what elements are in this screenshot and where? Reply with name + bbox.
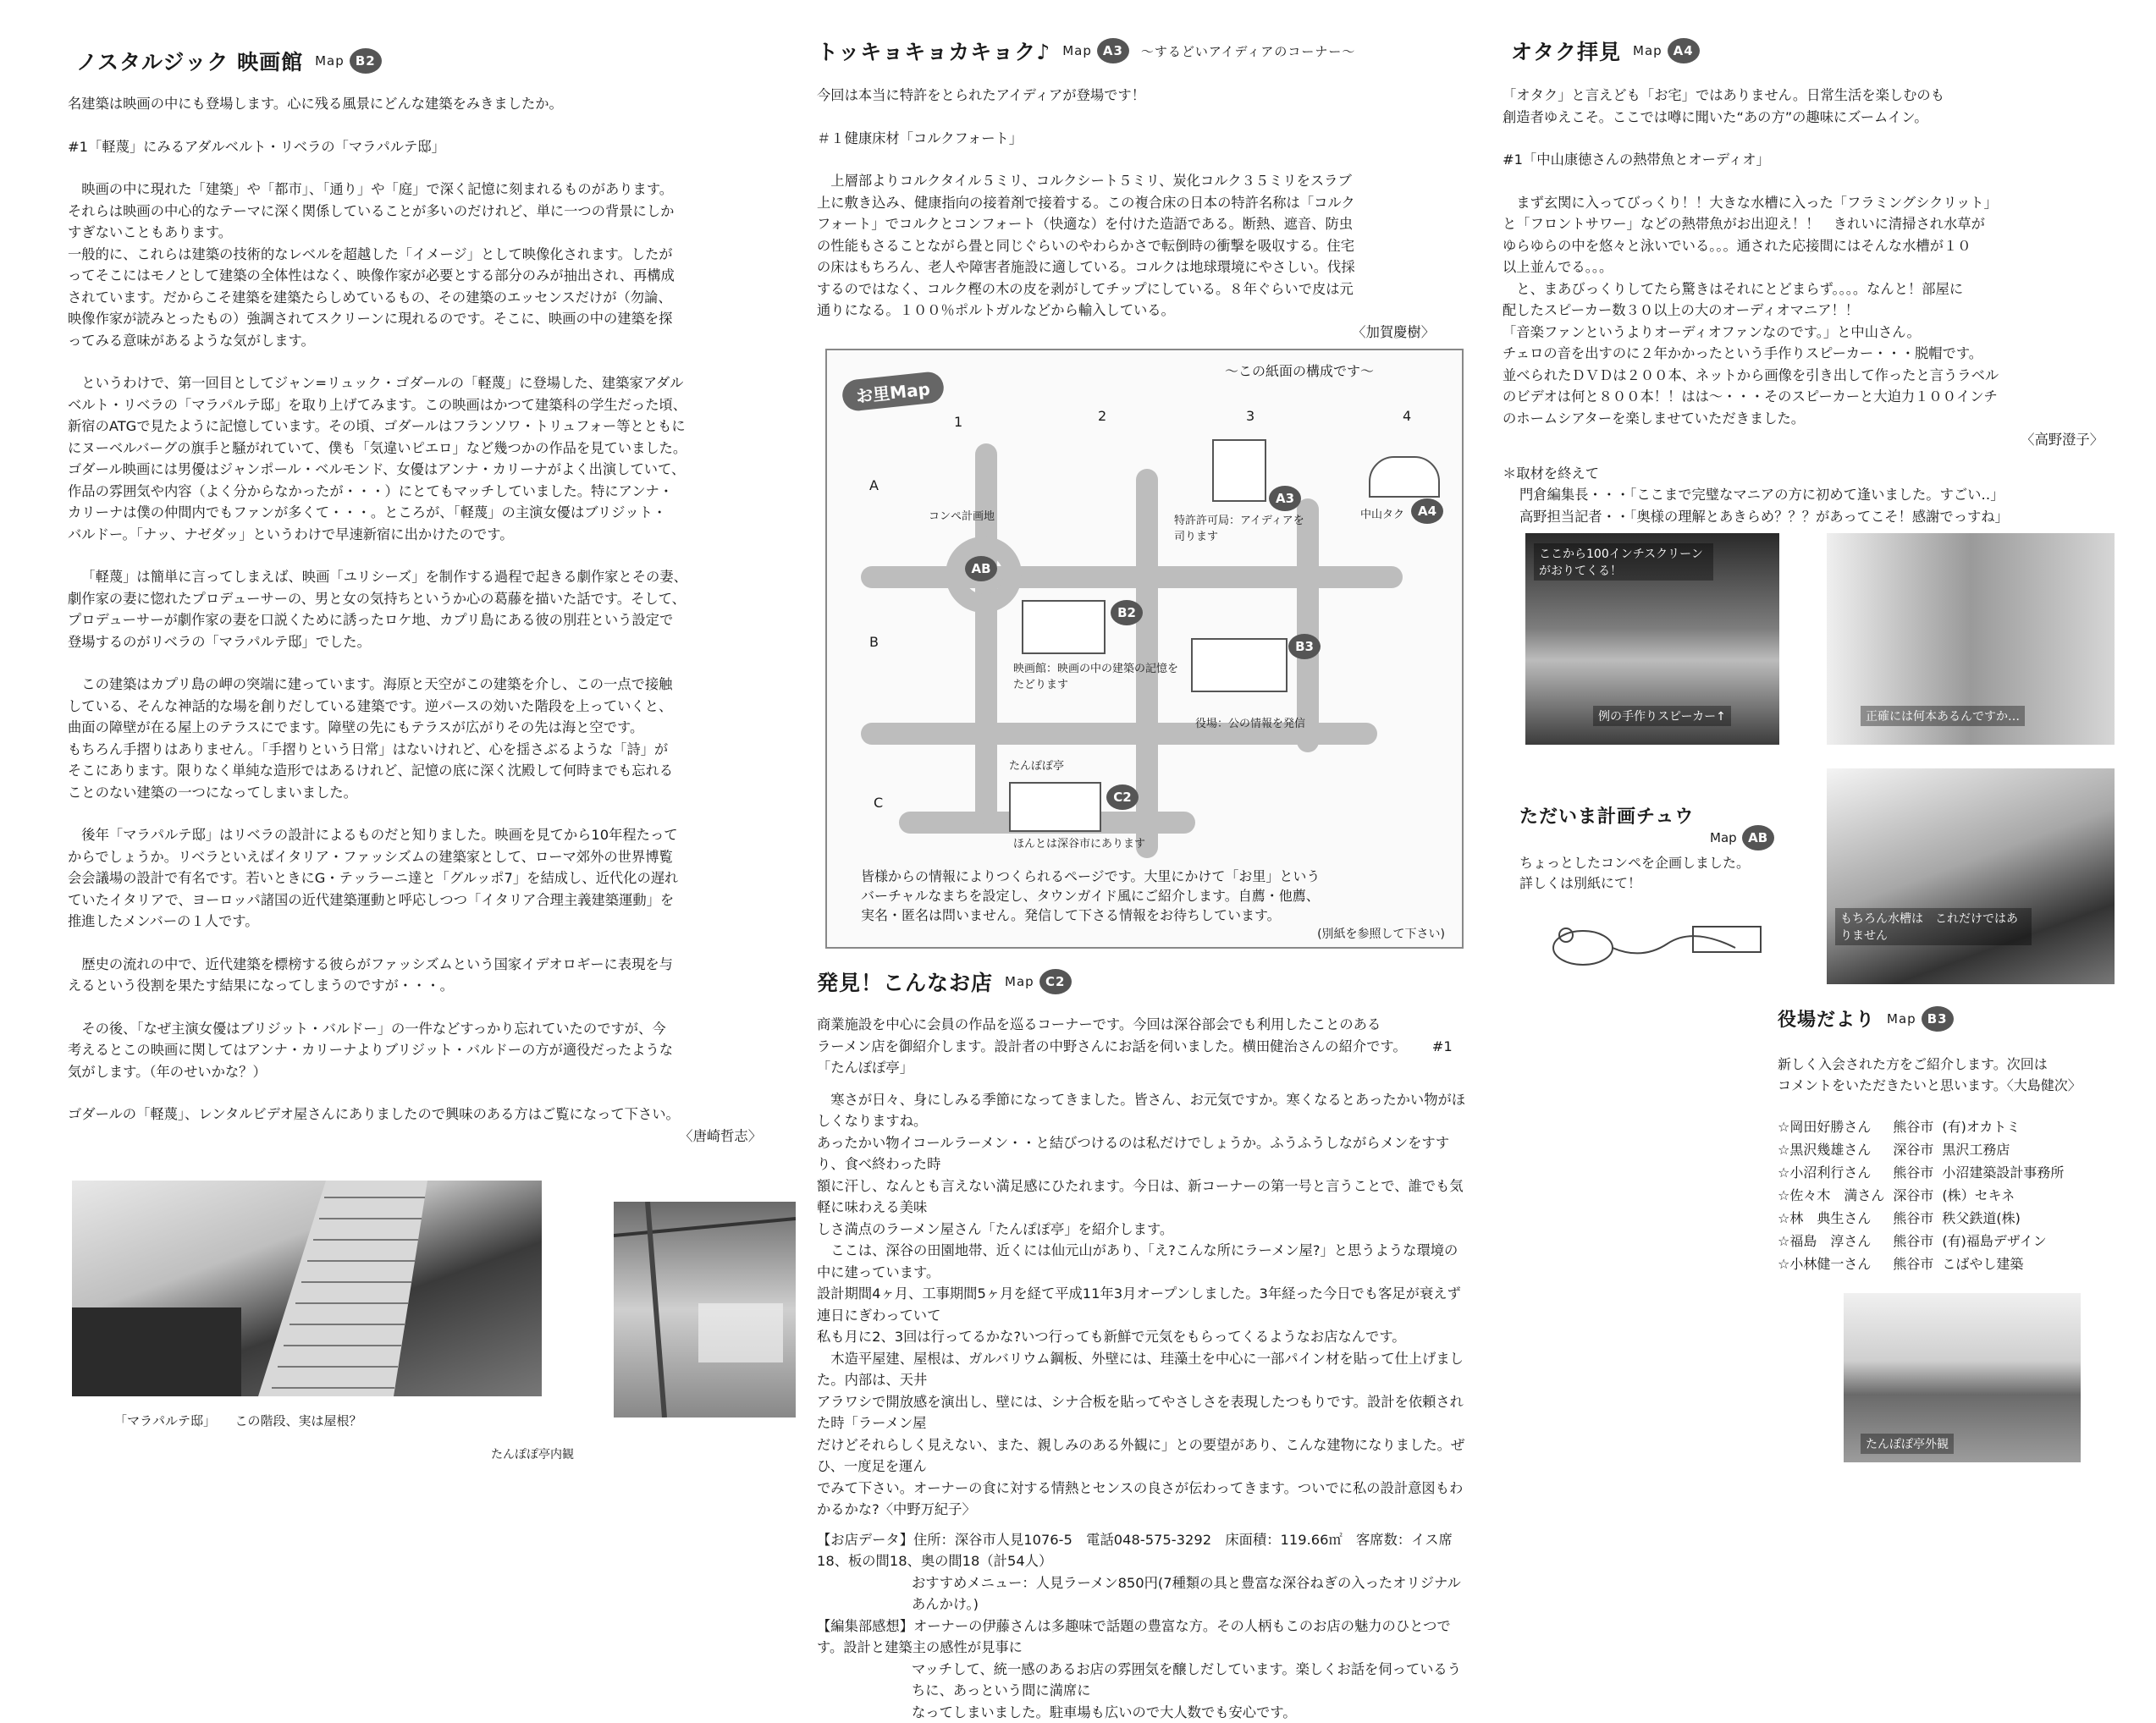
- map-badge: A4: [1668, 38, 1700, 63]
- article-subtitle: ＃１健康床材「コルクフォート」: [817, 129, 1023, 146]
- yakuba-intro: 新しく入会された方をご紹介します。次回は コメントをいただきたいと思います。〈大島健次〉: [1778, 1056, 2082, 1093]
- list-item: ☆林 典生さん 熊谷市 秩父鉄道(株): [1778, 1210, 2021, 1226]
- paragraph: この建築はカプリ島の岬の突端に建っています。海原と天空がこの建築を介し、この一点で接触 している、そんな神話的な場を創りだしている建築です。逆パースの効いた階段を上っていくと、 曲面の障壁が在る屋上のテラスにでます。障壁の先にもテラスが広がりその先は海と空です。 もちろん手摺りはありません。「手摺りという日常」はないけれど、心を揺さぶるような「詩」が そこにあります。限りなく単純な造形ではあるけれど、記憶の底に深く沈殿して何時までも忘れる ことのない建築の一つになってしまいました。: [68, 676, 674, 801]
- section-title: [817, 36, 1469, 66]
- shop-title: 発見！こんなお店: [817, 971, 994, 995]
- otaku-house-building: [1369, 456, 1440, 498]
- map-badge: A3: [1097, 38, 1129, 63]
- map-badge-a4: A4: [1411, 498, 1443, 524]
- intro-text: 名建築は映画の中にも登場します。心に残る風景にどんな建築をみきましたか。: [68, 96, 563, 112]
- intro-text: 今回は本当に特許をとられたアイディアが登場です！: [817, 87, 1145, 103]
- section-title: [1778, 1005, 1954, 1032]
- map-badge-b2: B2: [1111, 600, 1143, 625]
- author: 〈加賀慶樹〉: [1352, 323, 1435, 340]
- map-heading: 〜この紙面の構成です〜: [1225, 363, 1375, 379]
- yakuba-title: 役場だより: [1778, 1010, 1876, 1031]
- section-title: [1519, 802, 1694, 828]
- map-badge: B2: [350, 48, 382, 74]
- town-map: お里Map 〜この紙面の構成です〜 1 2 3 4 A B C コンペ計画地 AB A3 特許許可局：アイディアを司ります A4 中山タク B2 映画館：映画の中の建築の記憶をたどります B3 役場：公の情報を発信 たんぽぽ亭 C2 ほんとは深谷市にあります 皆様からの情報によりつくられるページです。大里にかけて「お里」という バーチャルなまちを設定し、タウンガイド風にご紹介します。自薦・他薦、 実名・匿名は問いません。発信して下さる情報をお待ちしています。 (別紙を参照して下さい): [825, 349, 1464, 949]
- map-tag: Map A4: [1633, 38, 1700, 63]
- map-tag: Map B3: [1887, 1006, 1954, 1032]
- section-title: [817, 966, 1072, 997]
- member-list: [1778, 1115, 2072, 1275]
- road: [975, 443, 997, 824]
- after-title: ＊取材を終えて: [1503, 465, 1599, 482]
- section-title: [76, 46, 382, 76]
- list-item: ☆岡田好勝さん 熊谷市 (有)オカトミ: [1778, 1119, 2021, 1135]
- map-badge: AB: [1742, 825, 1774, 850]
- shop-body: 商業施設を中心に会員の作品を巡るコーナーです。今回は深谷部会でも利用したことのある ラーメン店を御紹介します。設計者の中野さんにお話を伺いました。横田健治さんの紹介です。 #1「たんぽぽ亭」 寒さが日々、身にしみる季節になってきました。皆さん、お元気ですか。寒くなるとあったかい物がほしくなりますね。 あったかい物イコールラーメン・・と結びつけるのは私だけでしょうか。ふうふうしながらメンをすすり、食べ終わった時 額に汗し、なんとも言えない満足感にひたれます。今日は、新コーナーの第一号と言うことで、誰でも気軽に味わえる美味 しさ満点のラーメン屋さん「たんぽぽ亭」を紹介します。 ここは、深谷の田園地帯、近くには仙元山があり、「え?こんな所にラーメン屋?」と思うような環境の中に建っています。 設計期間4ヶ月、工事期間5ヶ月を経て平成11年3月オープンしました。3年経った今日でも客足が衰えず連日にぎわっていて 私も月に2、3回は行ってるかな?いつ行っても新鮮で元気をもらってくるようなお店なんです。 木造平屋建、屋根は、ガルバリウム鋼板、外壁には、珪藻土を中心に一部パイン材を貼って仕上げました。内部は、天井 アラワシで開放感を演出し、壁には、シナ合板を貼ってやさしさを表現したつもりです。設計を依頼された時「ラーメン屋 だけどそれらしく見えない、また、親しみのある外観に」との要望があり、こんな建物になりました。ぜひ、一度足を運ん でみて下さい。オーナーの食に対する情熱とセンスの良さが伝わってきます。ついでに私の設計意図もわかるかな?〈中野万紀子〉 【お店データ】住所：深谷市人見1076-5 電話048-575-3292 床面積：119.66㎡ 客席数：イス席18、板の間18、奥の間18（計54人） おすすめメニュー：人見ラーメン850円(7種類の具と豊富な深谷ねぎの入ったオリジナルあんかけ。) 【編集部感想】オーナーの伊藤さんは多趣味で話題の豊富な方。その人柄もこのお店の魅力のひとつです。設計と建築主の感性が見事に マッチして、統一感のあるお店の雰囲気を醸しだしています。楽しくお話を伺っているうちに、あっという間に満席に なってしまいました。駐車場も広いので大人数でも安心です。: [817, 1014, 1469, 1723]
- site-label: コンペ計画地: [929, 510, 995, 523]
- list-item: ☆福島 淳さん 熊谷市 (有)福島デザイン: [1778, 1233, 2047, 1249]
- paragraph: というわけで、第一回目としてジャン=リュック・ゴダールの「軽蔑」に登場した、建築家アダル ベルト・リベラの「マラパルテ邸」を取り上げてみます。この映画はかつて建築科の学生だった頃、 新宿のATGで見たように記憶しています。その頃、ゴダールはフランソワ・トリュフォー等とともに にヌーベルバーグの旗手と騒がれていて、僕も「気違いピエロ」など幾つかの作品を見ていました。 ゴダール映画には男優はジャンポール・ベルモンド、女優はアンナ・カリーナがよく出演していて、 作品の雰囲気や内容（よく分からなかったが・・・）にとてもマッチしていました。特にアンナ・ カリーナは僕の仲間内でもファンが多くて・・・。ところが、「軽蔑」の主演女優はブリジット・ バルドー。「ナッ、ナゼダッ」というわけで早速新宿に出かけたのです。: [68, 375, 687, 542]
- tagline: 〜するどいアイディアのコーナー〜: [1140, 43, 1356, 59]
- stairs-image: [72, 1181, 542, 1396]
- intro-text: 「オタク」と言えども「お宅」ではありません。日常生活を楽しむのも: [1503, 87, 1944, 103]
- tadaima-text: ちょっとしたコンペを企画しました。 詳しくは別紙にて！: [1519, 855, 1751, 891]
- tanpopo-interior-photo: [614, 1202, 796, 1417]
- map-badge-c2: C2: [1106, 784, 1139, 810]
- paragraph: 映画の中に現れた「建築」や「都市」、「通り」や「庭」で深く記憶に刻まれるものがあります。 それらは映画の中心的なテーマに深く関係していることが多いのだけれど、単に一つの背景にしか すぎないこともあります。 一般的に、これらは建築の技術的なレベルを超越した「イメージ」として映像化されます。したが ってそこにはモノとして建築の全体性はなく、映像作家が必要とする部分のみが抽出され、再構成 されています。だからこそ建築を建築たらしめているもの、その建築のエッセンスだけが（勿論、 映像作家が読みとったもの）強調されてスクリーンに現れるのです。そこに、映画の中の建築を探 ってみる意味があるような気がします。: [68, 181, 675, 349]
- mouse-sketch-icon: [1541, 910, 1795, 977]
- right-body: 「オタク」と言えども「お宅」ではありません。日常生活を楽しむのも 創造者ゆえこそ。ここでは噂に聞いた“あの方”の趣味にズームイン。 #1「中山康徳さんの熱帯魚とオーディオ」 まず玄関に入ってびっくり！！大きな水槽に入った「フラミングシクリット」 と「フロントサワー」などの熱帯魚がお出迎え！！ きれいに清掃され水草が ゆらゆらの中を悠々と泳いでいる。。。通された応接間にはそんな水槽が１０ 以上並んでる。。。 と、まあびっくりしてたら驚きはそれにとどまらず。。。。なんと！部屋に 配したスピーカー数３０以上の大のオーディオマニア！！ 「音楽ファンというよりオーディオファンなのです。」と中山さん。 チェロの音を出すのに２年かかったという手作りスピーカー・・・脱帽です。 並べられたＤＶＤは２００本、ネットから画像を引き出して作ったと言うラベル のビデオは何と８００本！！はは〜・・・そのスピーカーと大迫力１００インチ のホームシアターを楽しませていただきました。 〈高野澄子〉 ＊取材を終えて 門倉編集長・・・「ここまで完璧なマニアの方に初めて逢いました。すごい‥」 高野担当記者・・「奥様の理解とあきらめ？？？があってこそ！感謝でっすね」: [1503, 85, 2129, 527]
- malaparte-photo: [72, 1181, 542, 1396]
- map-title: お里Map: [841, 371, 945, 412]
- section-title: [1511, 36, 1700, 66]
- left-body: [68, 93, 787, 1147]
- paragraph: その後、「なぜ主演女優はブリジット・バルドー」の一件などすっかり忘れていたのですが、今 考えるとこの映画に関してはアンナ・カリーナよりブリジット・バルドーの方が適役だったような 気がします。（年のせいかな？）: [68, 1020, 674, 1080]
- editor-comment: 【編集部感想】オーナーの伊藤さんは多趣味で話題の豊富な方。その人柄もこのお店の魅力のひとつです。設計と建築主の感性が見事に: [817, 1617, 1451, 1655]
- closing-text: ゴダールの「軽蔑」、レンタルビデオ屋さんにありましたので興味のある方はご覧になって下さい。: [68, 1106, 680, 1122]
- b3-caption: 役場：公の情報を発信: [1195, 718, 1306, 730]
- map-badge: B3: [1922, 1006, 1954, 1032]
- aquarium-room-photo: もちろん水槽は これだけではありません: [1827, 768, 2115, 984]
- nostalgic-title: ノスタルジック 映画館: [76, 50, 304, 74]
- shop-subtitle: #1「たんぽぽ亭」: [817, 1038, 1453, 1076]
- middle-body: 今回は本当に特許をとられたアイディアが登場です！ ＃１健康床材「コルクフォート」 上層部よりコルクタイル５ミリ、コルクシート５ミリ、炭化コルク３５ミリをスラブ 上に敷き込み、健康指向の接着剤で接着する。この複合床の日本の特許名称は「コルク フォート」でコルクとコンフォート（快適な）を付けた造語である。断熱、遮音、防虫 の性能もさることながら畳と同じぐらいのやわらかさで転倒時の衝撃を吸収する。住宅 の床はもちろん、老人や障害者施設に適している。コルクは地球環境にやさしい。伐採 するのではなく、コルク樫の木の皮を剥がしてチップにしている。８年ぐらいで皮は元 通りになる。１００％ポルトガルなどから輸入している。 〈加賀慶樹〉: [817, 85, 1469, 343]
- article-subtitle: #1「中山康徳さんの熱帯魚とオーディオ」: [1503, 151, 1770, 168]
- paragraph: 歴史の流れの中で、近代建築を標榜する彼らがファッシズムという国家イデオロギーに表現を与 えるという役割を果たす結果になってしまうのですが・・・。: [68, 955, 673, 994]
- otaku-title: オタク拝見: [1511, 40, 1622, 64]
- paragraph: 後年「マラパルテ邸」はリベラの設計によるものだと知りました。映画を見てから10年程たって からでしょうか。リベラといえばイタリア・ファッシズムの建築家として、ローマ郊外の世界博覧 会会議場の設計で有名です。若いときにG・テッラーニ達と「グルッポ7」を結成し、近代化の遅れ ていたイタリアで、ヨーロッパ諸国の近代建築運動と呼応しつつ「イタリア合理主義建築運動」を 推進したメンバーの１人です。: [68, 827, 679, 929]
- a3-caption: 特許許可局：アイディアを司ります: [1174, 515, 1304, 543]
- malaparte-caption: 「マラパルテ邸」 この階段、実は屋根？: [114, 1413, 362, 1428]
- home-theater-photo: ここから100インチスクリーンがおりてくる！ 例の手作りスピーカー↑: [1525, 533, 1779, 745]
- tanpopo-building: [1009, 782, 1101, 832]
- list-item: ☆小林健一さん 熊谷市 こばやし建築: [1778, 1256, 2024, 1272]
- list-item: ☆佐々木 満さん 深谷市 (株）セキネ: [1778, 1187, 2015, 1203]
- map-tag: Map AB: [1710, 825, 1774, 850]
- cinema-building: [1022, 600, 1106, 654]
- b2-caption: 映画館：映画の中の建築の記憶をたどります: [1013, 663, 1179, 691]
- tadaima-title: ただいま計画チュウ: [1519, 806, 1695, 828]
- map-tag: Map A3: [1062, 38, 1129, 63]
- map-badge-b3: B3: [1288, 634, 1321, 659]
- dvd-shelf-photo: 正確には何本あるんですか…: [1827, 533, 2115, 745]
- map-badge: C2: [1039, 969, 1072, 994]
- c2-caption: ほんとは深谷市にあります: [1013, 838, 1146, 850]
- interior-image: [614, 1202, 796, 1417]
- map-badge-a3: A3: [1269, 486, 1301, 511]
- author: 〈唐崎哲志〉: [679, 1127, 762, 1144]
- list-item: ☆黒沢幾雄さん 深谷市 黒沢工務店: [1778, 1142, 2010, 1158]
- map-tag: Map C2: [1005, 969, 1072, 994]
- tanpopo-exterior-photo: たんぽぽ亭外観: [1844, 1293, 2081, 1462]
- shop-menu: おすすめメニュー：人見ラーメン850円(7種類の具と豊富な深谷ねぎの入ったオリジナルあんかけ。): [912, 1574, 1461, 1612]
- list-item: ☆小沼利行さん 熊谷市 小沼建築設計事務所: [1778, 1164, 2065, 1181]
- tokkyo-title: トッキョキョカキョク♪: [817, 40, 1051, 64]
- map-tag: Map B2: [315, 48, 382, 74]
- shop-data: 【お店データ】住所：深谷市人見1076-5 電話048-575-3292 床面積：119.66㎡ 客席数：イス席18、板の間18、奥の間18（計54人）: [817, 1531, 1453, 1569]
- map-note: 皆様からの情報によりつくられるページです。大里にかけて「お里」という バーチャルなまちを設定し、タウンガイド風にご紹介します。自薦・他薦、 実名・匿名は問いません。発信して下さる情報をお待ちしています。 (別紙を参照して下さい): [861, 868, 1445, 941]
- town-hall-building: [1191, 638, 1288, 692]
- patent-office-building: [1212, 439, 1266, 502]
- map-badge-ab: AB: [965, 556, 997, 581]
- interior-caption: たんぽぽ亭内観: [491, 1448, 574, 1462]
- article-subtitle: #1「軽蔑」にみるアダルベルト・リベラの「マラパルテ邸」: [68, 138, 445, 155]
- a4-caption: 中山タク: [1360, 509, 1405, 521]
- author: 〈高野澄子〉: [2021, 432, 2104, 448]
- c2-label: たんぽぽ亭: [1009, 760, 1065, 773]
- road: [861, 566, 1403, 588]
- paragraph: 「軽蔑」は簡単に言ってしまえば、映画「ユリシーズ」を制作する過程で起きる劇作家とその妻、 劇作家の妻に惚れたプロデューサーの、男と女の気持ちというか心の葛藤を描いた話です。そして、 プロデューサーが劇作家の妻を口説くために誘ったロケ地、カプリ島にある彼の別荘という設定で 登場するのがリベラの「マラパルテ邸」でした。: [68, 569, 687, 650]
